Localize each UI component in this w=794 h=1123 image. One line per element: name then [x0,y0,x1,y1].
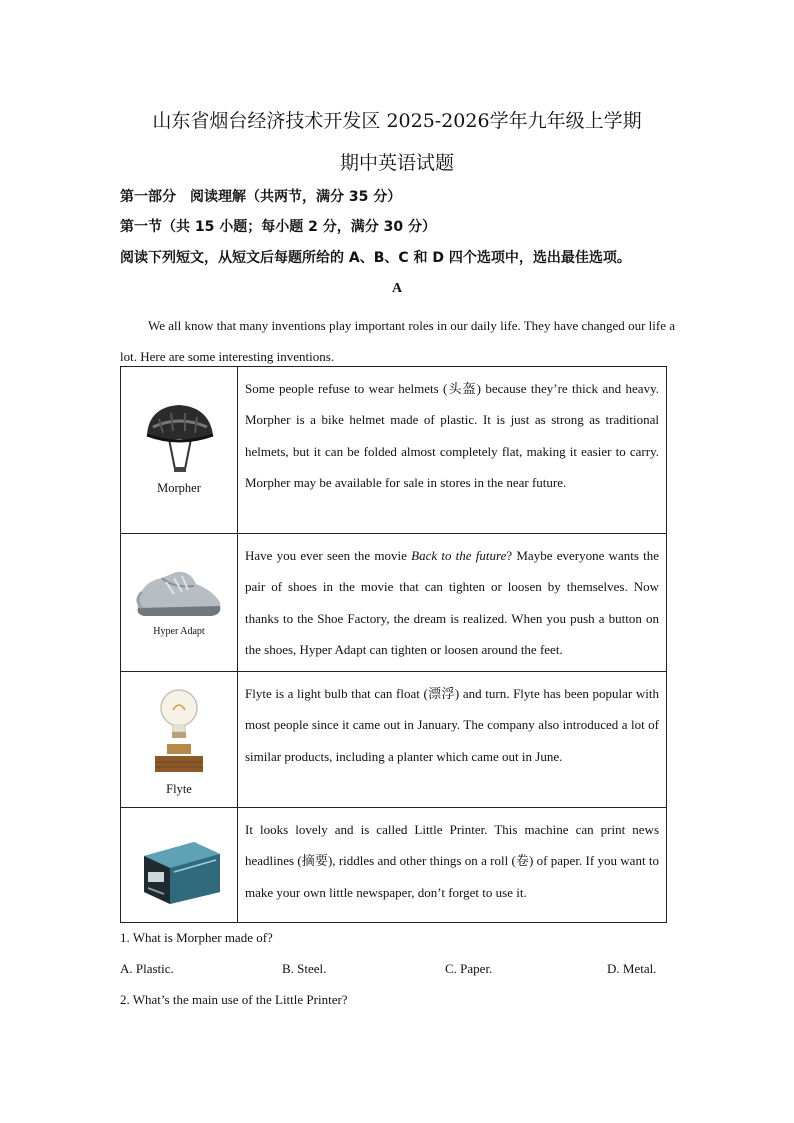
exam-title-line2: 期中英语试题 [339,152,454,174]
inventions-table [120,366,667,923]
image-cell [121,534,238,672]
description-text: Have you ever seen the movie [245,548,412,563]
lightbulb-image [139,682,219,778]
description-text: ? Maybe everyone wants the pair of shoes in the movie that can tighten or loosen by themselves. Now thanks to the Shoe Factory, the dream is realized. When you push a button on the shoes, Hyper Adapt can tighten or loosen around the feet. [245,548,659,657]
exam-title-line1: 山东省烟台经济技术开发区 2025-2026学年九年级上学期 [152,110,642,132]
invention-caption: Morpher [157,481,201,495]
movie-title: Back to the future [411,548,507,563]
passage-label: A [391,281,403,296]
table-row [121,367,667,534]
option-a[interactable]: A. Plastic. [120,961,174,976]
image-cell [121,808,238,923]
question-2: 2. What’s the main use of the Little Printer? [120,992,348,1007]
printer-image [134,826,224,906]
table-row [121,672,667,808]
table-row [121,808,667,923]
option-b[interactable]: B. Steel. [282,961,327,976]
passage-intro: We all know that many inventions play important roles in our daily life. They have changed our life a lot. Here are some interesting inventions. [120,318,675,364]
helmet-image [139,397,219,477]
shoe-image [132,564,226,624]
invention-caption: Hyper Adapt [153,626,205,637]
option-d[interactable]: D. Metal. [607,961,657,976]
table-row [121,534,667,672]
invention-description: It looks lovely and is called Little Printer. This machine can print news headlines (摘要), riddles and other things on a roll (卷) of paper. If you want to make your own little newspaper, don’t forget to use it. [238,808,667,923]
question-1: 1. What is Morpher made of? [120,930,273,945]
image-cell [121,672,238,808]
invention-description [238,534,667,672]
instruction-text: 阅读下列短文，从短文后每题所给的 A、B、C 和 D 四个选项中，选出最佳选项。 [120,250,631,266]
invention-description: Some people refuse to wear helmets (头盔) because they’re thick and heavy. Morpher is a bike helmet made of plastic. It is just as strong as traditional helmets, but it can be folded almost completely flat, making it easier to carry. Morpher may be available for sale in stores in the near future. [238,367,667,534]
part-heading: 第一部分 阅读理解（共两节，满分 35 分） [120,189,402,205]
section-heading: 第一节（共 15 小题；每小题 2 分，满分 30 分） [120,219,436,235]
image-cell [121,367,238,534]
option-c[interactable]: C. Paper. [445,961,493,976]
invention-caption: Flyte [166,782,192,797]
invention-description: Flyte is a light bulb that can float (漂浮) and turn. Flyte has been popular with most people since it came out in January. The company also introduced a lot of similar products, including a planter which came out in June. [238,672,667,808]
